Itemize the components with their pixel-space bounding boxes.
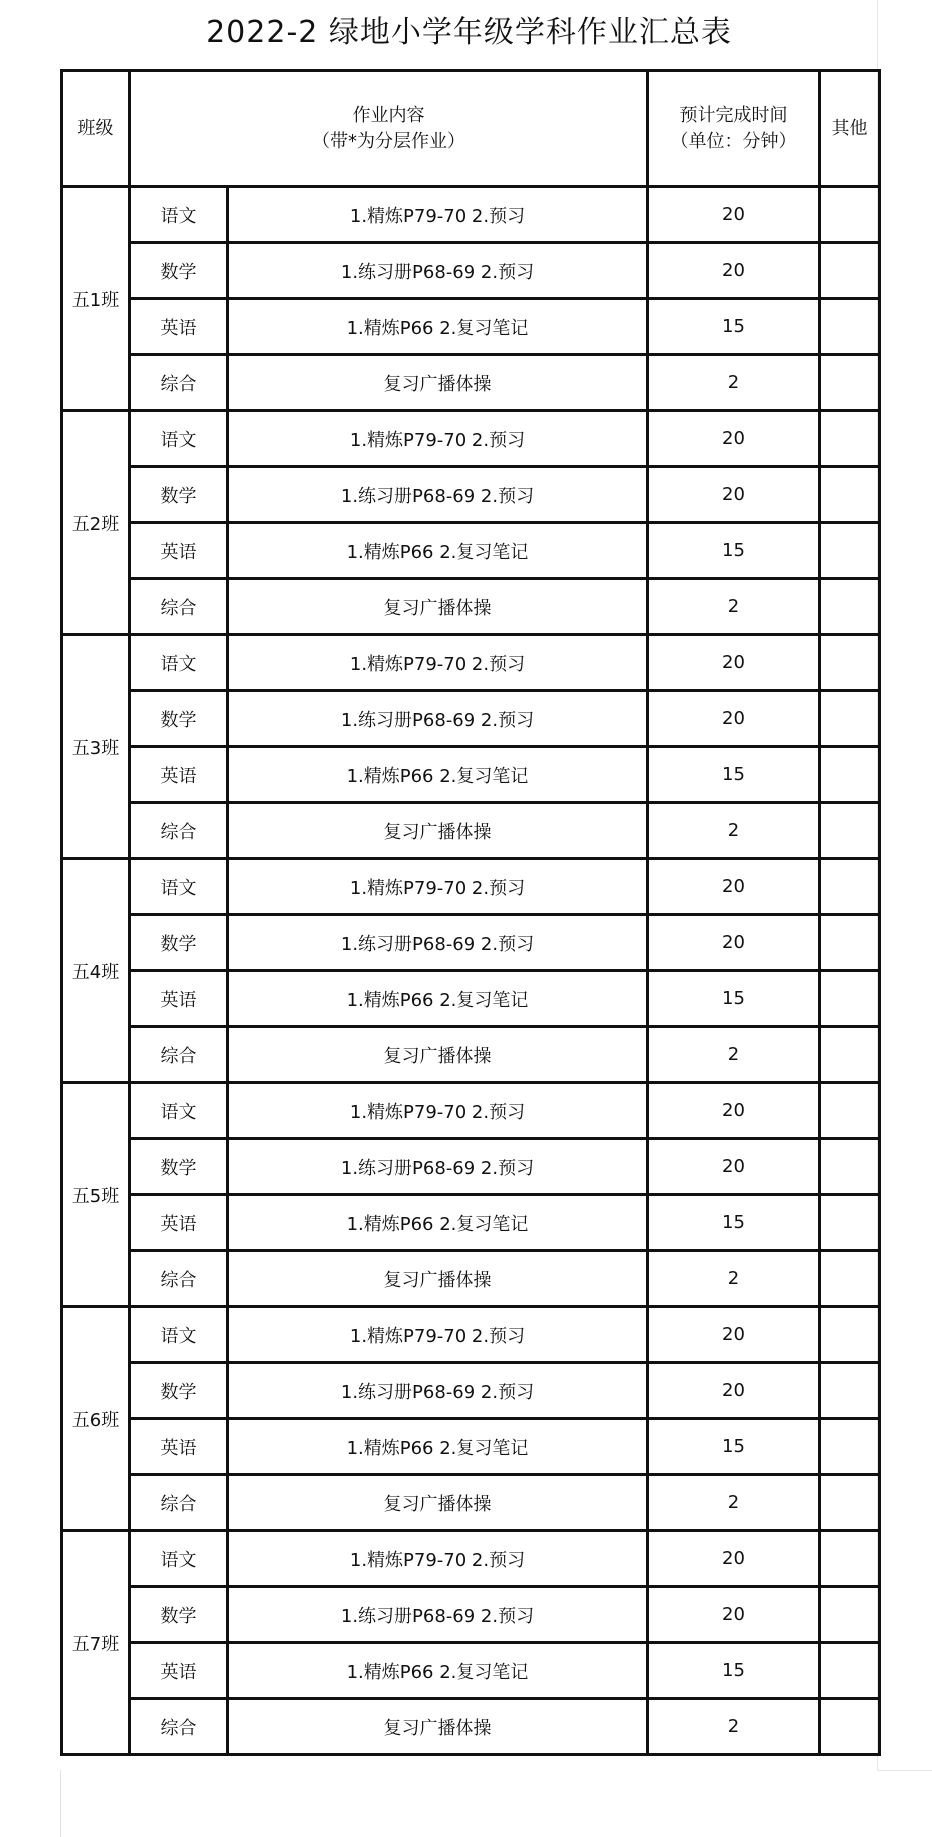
other-cell <box>820 187 880 243</box>
subject-cell: 综合 <box>130 579 228 635</box>
other-cell <box>820 1699 880 1755</box>
header-time <box>648 71 820 187</box>
estimated-time-cell: 2 <box>648 355 820 411</box>
other-cell <box>820 243 880 299</box>
table-row <box>62 1419 880 1475</box>
homework-content-cell: 1.精炼P66 2.复习笔记 <box>228 747 648 803</box>
homework-content-cell: 复习广播体操 <box>228 1027 648 1083</box>
class-name-cell: 五2班 <box>62 411 130 635</box>
subject-cell: 语文 <box>130 1307 228 1363</box>
homework-content-cell: 1.精炼P79-70 2.预习 <box>228 187 648 243</box>
table-row <box>62 1699 880 1755</box>
estimated-time-cell: 20 <box>648 635 820 691</box>
table-row <box>62 1083 880 1139</box>
other-cell <box>820 299 880 355</box>
table-row <box>62 243 880 299</box>
homework-content-cell: 1.练习册P68-69 2.预习 <box>228 691 648 747</box>
other-cell <box>820 747 880 803</box>
other-cell <box>820 1643 880 1699</box>
estimated-time-cell: 20 <box>648 1083 820 1139</box>
table-row <box>62 803 880 859</box>
page-edge-divider <box>877 1770 932 1771</box>
homework-content-cell: 1.精炼P79-70 2.预习 <box>228 1307 648 1363</box>
subject-cell: 数学 <box>130 243 228 299</box>
subject-cell: 英语 <box>130 1419 228 1475</box>
estimated-time-cell: 15 <box>648 1195 820 1251</box>
table-row <box>62 915 880 971</box>
homework-content-cell: 1.精炼P66 2.复习笔记 <box>228 1643 648 1699</box>
header-class: 班级 <box>62 71 130 187</box>
class-name-cell: 五7班 <box>62 1531 130 1755</box>
homework-content-cell: 复习广播体操 <box>228 1699 648 1755</box>
subject-cell: 英语 <box>130 299 228 355</box>
estimated-time-cell: 2 <box>648 1475 820 1531</box>
header-content-title: 作业内容 <box>352 104 425 126</box>
table-row <box>62 1307 880 1363</box>
subject-cell: 语文 <box>130 187 228 243</box>
subject-cell: 语文 <box>130 635 228 691</box>
table-row <box>62 1027 880 1083</box>
subject-cell: 英语 <box>130 1195 228 1251</box>
class-name-cell: 五4班 <box>62 859 130 1083</box>
subject-cell: 综合 <box>130 803 228 859</box>
estimated-time-cell: 2 <box>648 1699 820 1755</box>
homework-content-cell: 1.精炼P79-70 2.预习 <box>228 411 648 467</box>
estimated-time-cell: 20 <box>648 1531 820 1587</box>
other-cell <box>820 1587 880 1643</box>
estimated-time-cell: 2 <box>648 1027 820 1083</box>
homework-content-cell: 复习广播体操 <box>228 1475 648 1531</box>
table-row <box>62 1475 880 1531</box>
homework-content-cell: 1.精炼P79-70 2.预习 <box>228 859 648 915</box>
estimated-time-cell: 20 <box>648 691 820 747</box>
subject-cell: 语文 <box>130 411 228 467</box>
homework-content-cell: 复习广播体操 <box>228 803 648 859</box>
homework-content-cell: 1.精炼P66 2.复习笔记 <box>228 1195 648 1251</box>
header-time-title: 预计完成时间 <box>679 104 788 126</box>
estimated-time-cell: 15 <box>648 1419 820 1475</box>
table-row <box>62 1587 880 1643</box>
subject-cell: 英语 <box>130 523 228 579</box>
estimated-time-cell: 15 <box>648 523 820 579</box>
header-content <box>130 71 648 187</box>
subject-cell: 综合 <box>130 1475 228 1531</box>
estimated-time-cell: 20 <box>648 411 820 467</box>
homework-content-cell: 1.精炼P66 2.复习笔记 <box>228 523 648 579</box>
estimated-time-cell: 15 <box>648 299 820 355</box>
subject-cell: 英语 <box>130 747 228 803</box>
other-cell <box>820 1363 880 1419</box>
class-name-cell: 五5班 <box>62 1083 130 1307</box>
homework-content-cell: 1.练习册P68-69 2.预习 <box>228 915 648 971</box>
homework-content-cell: 1.练习册P68-69 2.预习 <box>228 243 648 299</box>
header-other: 其他 <box>820 71 880 187</box>
homework-summary-table <box>60 69 881 1756</box>
estimated-time-cell: 20 <box>648 187 820 243</box>
other-cell <box>820 579 880 635</box>
subject-cell: 综合 <box>130 1251 228 1307</box>
other-cell <box>820 635 880 691</box>
homework-content-cell: 1.精炼P66 2.复习笔记 <box>228 1419 648 1475</box>
estimated-time-cell: 2 <box>648 579 820 635</box>
document-title: 2022-2 绿地小学年级学科作业汇总表 <box>206 15 732 50</box>
header-content-note: （带*为分层作业） <box>312 130 465 152</box>
homework-content-cell: 1.练习册P68-69 2.预习 <box>228 1363 648 1419</box>
table-row <box>62 1531 880 1587</box>
other-cell <box>820 915 880 971</box>
other-cell <box>820 467 880 523</box>
header-time-unit: （单位：分钟） <box>670 130 797 152</box>
table-row <box>62 411 880 467</box>
table-row <box>62 187 880 243</box>
subject-cell: 综合 <box>130 1699 228 1755</box>
other-cell <box>820 971 880 1027</box>
table-row <box>62 747 880 803</box>
subject-cell: 数学 <box>130 691 228 747</box>
estimated-time-cell: 20 <box>648 243 820 299</box>
subject-cell: 语文 <box>130 1083 228 1139</box>
homework-content-cell: 复习广播体操 <box>228 579 648 635</box>
table-row <box>62 467 880 523</box>
homework-content-cell: 1.精炼P79-70 2.预习 <box>228 1083 648 1139</box>
estimated-time-cell: 2 <box>648 803 820 859</box>
table-row <box>62 1251 880 1307</box>
class-name-cell: 五1班 <box>62 187 130 411</box>
table-row <box>62 355 880 411</box>
other-cell <box>820 523 880 579</box>
other-cell <box>820 1195 880 1251</box>
table-row <box>62 1139 880 1195</box>
estimated-time-cell: 15 <box>648 1643 820 1699</box>
table-row <box>62 579 880 635</box>
table-row <box>62 1195 880 1251</box>
other-cell <box>820 1027 880 1083</box>
other-cell <box>820 355 880 411</box>
subject-cell: 英语 <box>130 971 228 1027</box>
subject-cell: 数学 <box>130 1587 228 1643</box>
table-row <box>62 971 880 1027</box>
other-cell <box>820 1307 880 1363</box>
estimated-time-cell: 20 <box>648 1307 820 1363</box>
table-row <box>62 1363 880 1419</box>
other-cell <box>820 1531 880 1587</box>
other-cell <box>820 691 880 747</box>
subject-cell: 数学 <box>130 467 228 523</box>
other-cell <box>820 1251 880 1307</box>
homework-content-cell: 复习广播体操 <box>228 355 648 411</box>
subject-cell: 语文 <box>130 859 228 915</box>
class-name-cell: 五6班 <box>62 1307 130 1531</box>
estimated-time-cell: 20 <box>648 467 820 523</box>
estimated-time-cell: 20 <box>648 859 820 915</box>
homework-content-cell: 1.练习册P68-69 2.预习 <box>228 467 648 523</box>
table-row <box>62 299 880 355</box>
estimated-time-cell: 20 <box>648 1363 820 1419</box>
subject-cell: 数学 <box>130 1139 228 1195</box>
table-row <box>62 523 880 579</box>
estimated-time-cell: 20 <box>648 915 820 971</box>
table-row <box>62 635 880 691</box>
other-cell <box>820 803 880 859</box>
homework-content-cell: 复习广播体操 <box>228 1251 648 1307</box>
class-name-cell: 五3班 <box>62 635 130 859</box>
other-cell <box>820 411 880 467</box>
homework-content-cell: 1.精炼P66 2.复习笔记 <box>228 971 648 1027</box>
homework-content-cell: 1.练习册P68-69 2.预习 <box>228 1587 648 1643</box>
subject-cell: 数学 <box>130 1363 228 1419</box>
subject-cell: 综合 <box>130 1027 228 1083</box>
table-row <box>62 859 880 915</box>
other-cell <box>820 1419 880 1475</box>
table-header-row <box>62 71 880 187</box>
subject-cell: 语文 <box>130 1531 228 1587</box>
table-row <box>62 1643 880 1699</box>
table-row <box>62 691 880 747</box>
homework-content-cell: 1.精炼P66 2.复习笔记 <box>228 299 648 355</box>
estimated-time-cell: 20 <box>648 1587 820 1643</box>
homework-content-cell: 1.精炼P79-70 2.预习 <box>228 635 648 691</box>
other-cell <box>820 1083 880 1139</box>
homework-content-cell: 1.精炼P79-70 2.预习 <box>228 1531 648 1587</box>
table-body <box>62 187 880 1755</box>
subject-cell: 综合 <box>130 355 228 411</box>
page-edge-divider <box>60 1770 61 1837</box>
other-cell <box>820 1475 880 1531</box>
estimated-time-cell: 15 <box>648 971 820 1027</box>
estimated-time-cell: 2 <box>648 1251 820 1307</box>
estimated-time-cell: 15 <box>648 747 820 803</box>
estimated-time-cell: 20 <box>648 1139 820 1195</box>
other-cell <box>820 1139 880 1195</box>
subject-cell: 数学 <box>130 915 228 971</box>
other-cell <box>820 859 880 915</box>
homework-content-cell: 1.练习册P68-69 2.预习 <box>228 1139 648 1195</box>
subject-cell: 英语 <box>130 1643 228 1699</box>
